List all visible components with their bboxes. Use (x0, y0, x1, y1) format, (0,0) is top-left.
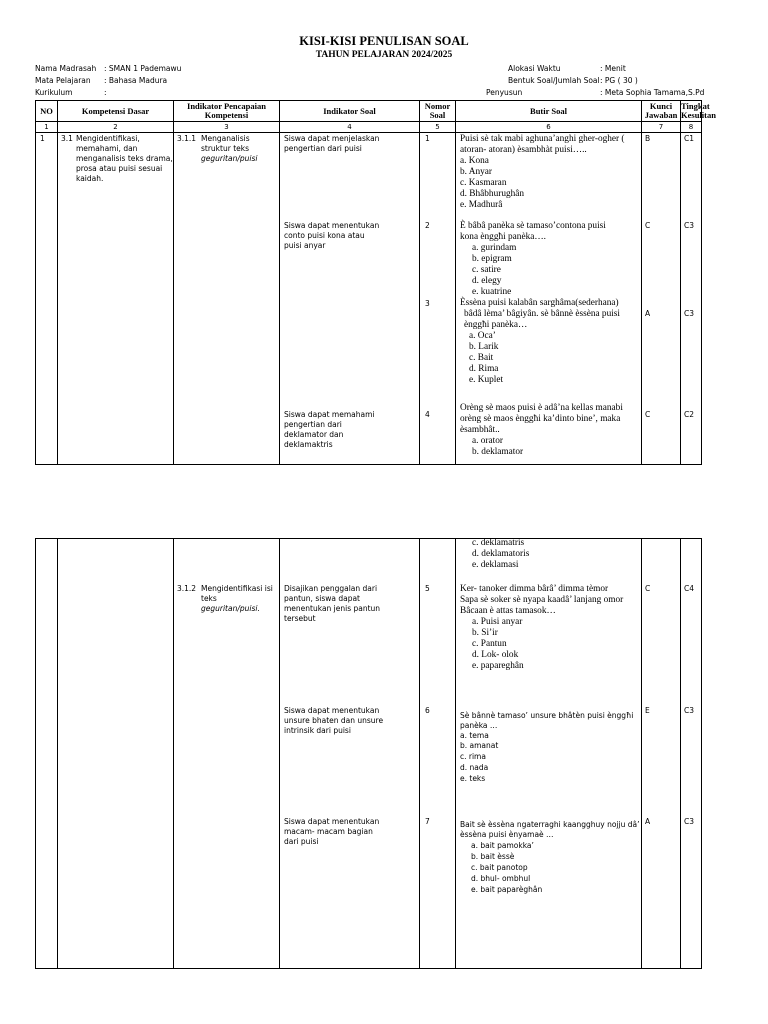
indikator-soal-line: dari puisi (284, 837, 319, 846)
answer-option: d. elegy (472, 276, 502, 286)
table-header-row (36, 101, 702, 122)
cell-nomor-soal (420, 539, 456, 969)
answer-option: b. bait èssè (471, 852, 515, 861)
col-header-indikator-pencapaian: Indikator Pencapaian Kompetensi (174, 101, 280, 122)
kd-line: prosa atau puisi sesuai (76, 164, 163, 173)
cell-no (36, 133, 58, 465)
answer-option: c. Pantun (472, 639, 507, 649)
question-stem-line: Bâcaan è attas tamasok… (460, 606, 556, 616)
question-stem-line: panèka … (460, 721, 498, 730)
cell-indikator-soal (280, 133, 420, 465)
table-row (36, 133, 702, 465)
difficulty-level: C4 (684, 584, 695, 593)
answer-key: C (645, 410, 651, 419)
ipk-line: struktur teks (201, 144, 249, 153)
answer-option: b. epigram (472, 254, 512, 264)
indikator-soal-line: Siswa dapat menentukan (284, 817, 380, 826)
indikator-soal-line: Disajikan penggalan dari (284, 584, 378, 593)
ipk-line: geguritan/puisi. (201, 604, 260, 613)
meta-value-penyusun: : Meta Sophia Tamama,S.Pd (600, 88, 705, 97)
question-stem-line: È bâbâ panèka sè tamaso’contona puisi (460, 221, 606, 231)
indikator-soal-line: Siswa dapat menentukan (284, 706, 380, 715)
col-number: 5 (420, 122, 456, 133)
difficulty-level: C3 (684, 817, 695, 826)
meta-label-penyusun: Penyusun (486, 88, 523, 97)
answer-option: c. deklamatris (472, 538, 525, 548)
answer-option: a. bait pamokka’ (471, 841, 534, 850)
answer-option: c. bait panotop (471, 863, 528, 872)
question-number: 6 (425, 706, 430, 715)
meta-label-mapel: Mata Pelajaran (35, 76, 91, 85)
meta-label-kurikulum: Kurikulum (35, 88, 73, 97)
answer-option: a. orator (472, 436, 503, 446)
question-stem-line: bâdâ lèma’ bâgiyân. sè bânnè èssèna puisi (464, 309, 621, 319)
question-stem-line: kona ènggħi panèka…. (460, 232, 546, 242)
ipk-line: geguritan/puisi (201, 154, 258, 163)
kisi-kisi-table-page1 (35, 100, 716, 465)
difficulty-level: C3 (684, 309, 695, 318)
question-stem-line: atoran- atoran) èsambhàt puisi….. (460, 145, 587, 155)
col-number: 1 (36, 122, 58, 133)
question-stem-line: Èssèna puisi kalabân sarghâma(sederhana) (460, 298, 619, 308)
question-stem-line: èsambhât.. (460, 425, 500, 435)
answer-option: d. nada (460, 763, 489, 772)
difficulty-level: C3 (684, 221, 695, 230)
cell-kompetensi-dasar (58, 539, 174, 969)
cell-butir-soal (456, 539, 642, 969)
kd-line: kaidah. (76, 174, 104, 183)
col-header-indikator-soal: Indikator Soal (280, 101, 420, 122)
indikator-soal-line: pengertian dari puisi (284, 144, 362, 153)
indikator-soal-line: pengertian dari (284, 420, 342, 429)
answer-option: e. bait paparèghân (471, 885, 543, 894)
answer-option: b. Anyar (460, 167, 493, 177)
meta-value-kurikulum: : (104, 88, 107, 97)
kd-line: menganalisis teks drama, (76, 154, 173, 163)
question-number: 1 (425, 134, 430, 143)
ipk-line: Menganalisis (201, 134, 250, 143)
kisi-kisi-table-page2 (35, 538, 702, 969)
answer-option: b. amanat (460, 741, 499, 750)
difficulty-level: C2 (684, 410, 695, 419)
question-stem-line: Ker- tanoker dimma bârâ’ dimma tèmor (460, 584, 609, 594)
cell-kompetensi-dasar (58, 133, 174, 465)
cell-indikator-soal (280, 539, 420, 969)
indikator-soal-line: Siswa dapat memahami (284, 410, 375, 419)
indikator-soal-line: deklamaktris (284, 440, 333, 449)
answer-key: B (645, 134, 651, 143)
answer-option: d. bhul- ombhul (471, 874, 531, 883)
question-stem-line: ènggħi panèka… (464, 320, 528, 330)
question-number: 3 (425, 299, 430, 308)
answer-option: a. gurindam (472, 243, 517, 253)
answer-option: b. deklamator (472, 447, 524, 457)
indikator-soal-line: intrinsik dari puisi (284, 726, 351, 735)
col-number: 8 (681, 122, 702, 133)
question-stem-line: Orèng sè maos puisi è adâ’na kellas manabi (460, 403, 623, 413)
answer-key: A (645, 309, 651, 318)
question-stem-line: èssèna puisi ènyamaè … (460, 830, 554, 839)
answer-key: C (645, 221, 651, 230)
row-number: 1 (40, 134, 45, 143)
answer-option: e. Madhurâ (460, 200, 503, 210)
answer-option: e. kuatrine (472, 287, 512, 297)
cell-no (36, 539, 58, 969)
question-number: 7 (425, 817, 430, 826)
cell-kunci-jawaban (642, 133, 681, 465)
indikator-soal-line: puisi anyar (284, 241, 326, 250)
answer-option: d. deklamatoris (472, 549, 530, 559)
meta-label-bentuk: Bentuk Soal/Jumlah Soal (508, 76, 600, 85)
col-number: 7 (642, 122, 681, 133)
answer-option: c. Bait (469, 353, 494, 363)
question-number: 5 (425, 584, 430, 593)
col-header-tingkat-kesulitan: Tingkat Kesulitan (681, 101, 716, 120)
meta-value-alokasi: : Menit (600, 64, 626, 73)
question-stem-line: Sapa sè soker sè nyapa kaadâ’ lanjang omor (460, 595, 624, 605)
meta-value-bentuk: : PG ( 30 ) (600, 76, 638, 85)
col-number: 2 (58, 122, 174, 133)
question-stem-line: Puisi sè tak mabi aghuna’anghi gher-ogher ( (460, 134, 625, 144)
table-row (36, 539, 702, 969)
kd-line: Mengidentifikasi, (76, 134, 140, 143)
cell-butir-soal (456, 133, 642, 465)
indikator-soal-line: Siswa dapat menjelaskan (284, 134, 380, 143)
answer-option: d. Lok- olok (472, 650, 519, 660)
ipk-code: 3.1.2 (177, 584, 197, 593)
cell-indikator-pencapaian (174, 539, 280, 969)
difficulty-level: C3 (684, 706, 695, 715)
meta-label-madrasah: Nama Madrasah (35, 64, 97, 73)
answer-option: c. Kasmaran (460, 178, 507, 188)
col-header-kompetensi-dasar: Kompetensi Dasar (58, 101, 174, 122)
indikator-soal-line: menentukan jenis pantun (284, 604, 381, 613)
question-stem-line: Bait sè èssèna ngaterraghi kaangghuy nojju dâ’ (460, 820, 640, 829)
ipk-line: Mengidentifikasi isi (201, 584, 273, 593)
question-number: 4 (425, 410, 430, 419)
col-number: 4 (280, 122, 420, 133)
col-number: 3 (174, 122, 280, 133)
indikator-soal-line: pantun, siswa dapat (284, 594, 360, 603)
kd-code: 3.1 (61, 134, 73, 143)
difficulty-level: C1 (684, 134, 695, 143)
indikator-soal-line: unsure bhaten dan unsure (284, 716, 384, 725)
kd-line: memahami, dan (76, 144, 138, 153)
answer-option: b. Larik (469, 342, 499, 352)
meta-value-madrasah: : SMAN 1 Pademawu (104, 64, 182, 73)
answer-option: e. Kuplet (469, 375, 504, 385)
answer-option: e. teks (460, 774, 486, 783)
answer-key: A (645, 817, 651, 826)
col-header-kunci-jawaban: Kunci Jawaban (642, 101, 681, 122)
indikator-soal-line: Siswa dapat menentukan (284, 221, 380, 230)
indikator-soal-line: deklamator dan (284, 430, 344, 439)
answer-key: C (645, 584, 651, 593)
ipk-code: 3.1.1 (177, 134, 197, 143)
col-number: 6 (456, 122, 642, 133)
answer-option: d. Rima (469, 364, 499, 374)
answer-option: c. rima (460, 752, 486, 761)
meta-label-alokasi: Alokasi Waktu (508, 64, 561, 73)
answer-option: a. tema (460, 731, 489, 740)
document-subtitle: TAHUN PELAJARAN 2024/2025 (315, 50, 453, 60)
answer-option: e. papareghân (472, 661, 524, 671)
answer-option: a. Oca’ (469, 331, 496, 341)
answer-key: E (645, 706, 650, 715)
cell-kunci-jawaban (642, 539, 681, 969)
document-title: KISI-KISI PENULISAN SOAL (299, 34, 469, 48)
meta-value-mapel: : Bahasa Madura (104, 76, 168, 85)
indikator-soal-line: macam- macam bagian (284, 827, 373, 836)
answer-option: a. Puisi anyar (472, 617, 523, 627)
answer-option: d. Bhâbhurughân (460, 189, 525, 199)
cell-indikator-pencapaian (174, 133, 280, 465)
cell-tingkat-kesulitan (681, 133, 702, 465)
column-number-row (36, 122, 702, 133)
indikator-soal-line: conto puisi kona atau (284, 231, 365, 240)
ipk-line: teks (201, 594, 217, 603)
cell-nomor-soal (420, 133, 456, 465)
answer-option: e. deklamasi (472, 560, 519, 570)
indikator-soal-line: tersebut (284, 614, 316, 623)
col-header-nomor-soal: Nomor Soal (420, 101, 456, 122)
answer-option: a. Kona (460, 156, 489, 166)
answer-option: b. Si’ir (472, 628, 498, 638)
answer-option: c. satire (472, 265, 501, 275)
question-number: 2 (425, 221, 430, 230)
col-header-no: NO (36, 101, 58, 122)
cell-tingkat-kesulitan (681, 539, 702, 969)
col-header-butir-soal: Butir Soal (456, 101, 642, 122)
question-stem-line: Sè bânnè tamaso’ unsure bhâtèn puisi ènggħi (460, 711, 634, 720)
question-stem-line: orèng sè maos ènggħi ka’dinto bine’, maka (460, 414, 621, 424)
